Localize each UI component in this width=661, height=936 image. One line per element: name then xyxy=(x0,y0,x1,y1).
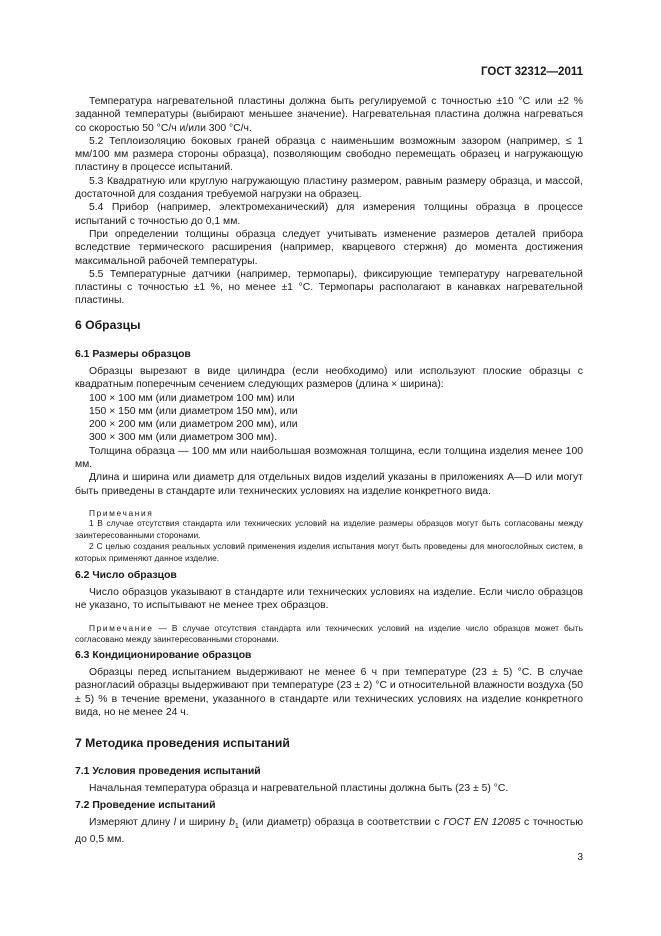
subscript: 1 xyxy=(234,823,239,831)
paragraph: Длина и ширина или диаметр для отдельных видов изделий указаны в приложениях А—D или могут быть приведены в стандарте или технических условиях на изделие конкретного вида. xyxy=(75,472,583,497)
section-6-2 xyxy=(75,570,583,646)
size-item: 150 × 150 мм (или диаметром 150 мм), или xyxy=(89,405,298,417)
paragraph: Образцы вырезают в виде цилиндра (если необходимо) или используют плоские образцы с квадратным поперечным сечением следующих размеров (длина × ширина): xyxy=(75,366,583,391)
var-b: b xyxy=(229,817,235,828)
paragraph-5-2 xyxy=(75,135,583,175)
subsection-title: 7.2 Проведение испытаний xyxy=(75,800,216,811)
section-7-1 xyxy=(75,766,583,795)
paragraph-thickness xyxy=(75,228,583,268)
notes-title: Примечания xyxy=(89,507,154,518)
subsection-title: 6.1 Размеры образцов xyxy=(75,349,191,360)
section-6-heading xyxy=(75,318,583,332)
section-7-2 xyxy=(75,800,583,847)
section-7-heading xyxy=(75,736,583,750)
paragraph-text: 5.2 Теплоизоляцию боковых граней образца с наименьшим возможным зазором (например, ≤ 1 мм/100 мм размера стороны образца), позволяющим свободно перемещать образец и нагружающую пластину в процессе испытаний. xyxy=(75,135,583,174)
subsection-title: 6.3 Кондиционирование образцов xyxy=(75,650,252,661)
paragraph: Толщина образца — 100 мм или наибольшая возможная толщина, если толщина изделия менее 100 мм. xyxy=(75,445,583,471)
text: с точностью до 0,5 мм. xyxy=(75,817,584,846)
size-item: 200 × 200 мм (или диаметром 200 мм), или xyxy=(89,419,298,431)
size-item: 100 × 100 мм (или диаметром 100 мм) или xyxy=(89,392,295,404)
paragraph-5-5 xyxy=(75,268,583,308)
paragraph-text: 5.3 Квадратную или круглую нагружающую пластину размером, равным размеру образца, и массой, достаточной для создания требуемой нагрузки на образец. xyxy=(75,175,583,201)
paragraph-text: При определении толщины образца следует учитывать изменение размеров деталей прибора вследствие термического расширения (например, кварцевого стержня) до момента достижения максимальной рабочей температуры. xyxy=(75,228,583,267)
paragraph-text: 5.5 Температурные датчики (например, термопары), фиксирующие температуру нагревательной пластины с точностью ±1 %, но менее ±1 °С. Термопары располагают в канавках нагревательной пластины. xyxy=(75,268,583,307)
paragraph xyxy=(75,816,583,847)
paragraph-5-4 xyxy=(75,201,583,228)
section-5-text xyxy=(75,95,583,308)
section-title: 7 Методика проведения испытаний xyxy=(75,736,290,750)
text: и ширину xyxy=(176,817,230,828)
paragraph-text: Температура нагревательной пластины должна быть регулируемой с точностью ±10 °С или ±2 % заданной температуры (выбирают меньшее значение). Нагревательная пластина должна нагреваться со скоростью 50 °С/ч и/или 300 °С/ч. xyxy=(75,96,583,134)
note-lead: Примечание xyxy=(89,622,154,633)
text: (или диаметр) образца в соответствии с xyxy=(238,817,444,828)
note-text: — В случае отсутствия стандарта или технических условий на изделие число образцов может быть согласовано между заинтересованными сторонами. xyxy=(75,622,583,645)
var-l: l xyxy=(173,817,177,828)
page-number: 3 xyxy=(577,852,583,863)
note-item: 2 С целью создания реальных условий применения изделия испытания могут быть проведены для многослойных систем, в которых применяют данное изделие. xyxy=(75,541,583,563)
document-header: ГОСТ 32312—2011 xyxy=(481,66,583,78)
subsection-title: 7.1 Условия проведения испытаний xyxy=(75,766,261,777)
section-6-1 xyxy=(75,349,583,564)
paragraph: Начальная температура образца и нагревательной пластины должна быть (23 ± 5) °С. xyxy=(89,783,509,794)
note-item: 1 В случае отсутствия стандарта или технических условий на изделие размеры образцов могут быть согласованы между заинтересованными сторонами. xyxy=(75,517,583,540)
standard-reference: ГОСТ EN 12085 xyxy=(443,817,521,828)
note xyxy=(75,623,583,646)
paragraph xyxy=(75,95,583,135)
section-title: 6 Образцы xyxy=(75,318,141,332)
section-6-3 xyxy=(75,650,583,719)
paragraph: Образцы перед испытанием выдерживают не менее 6 ч при температуре (23 ± 5) °С. В случае разногласий образцы выдерживают при температуре (23 ± 2) °С и относительной влажности воздуха (50 ± 5) % в течение времени, указанного в стандарте или технических условиях на изделие конкретного вида, но не менее 24 ч. xyxy=(75,667,583,718)
size-item: 300 × 300 мм (или диаметром 300 мм). xyxy=(89,432,278,444)
text: Измеряют длину xyxy=(89,817,174,828)
paragraph-5-3 xyxy=(75,175,583,202)
subsection-title: 6.2 Число образцов xyxy=(75,570,177,581)
paragraph-text: 5.4 Прибор (например, электромеханический) для измерения толщины образца в процессе испытаний с точностью до 0,1 мм. xyxy=(75,202,583,227)
paragraph: Число образцов указывают в стандарте или технических условиях на изделие. Если число образцов не указано, то испытывают не менее трех образцов. xyxy=(75,587,583,612)
